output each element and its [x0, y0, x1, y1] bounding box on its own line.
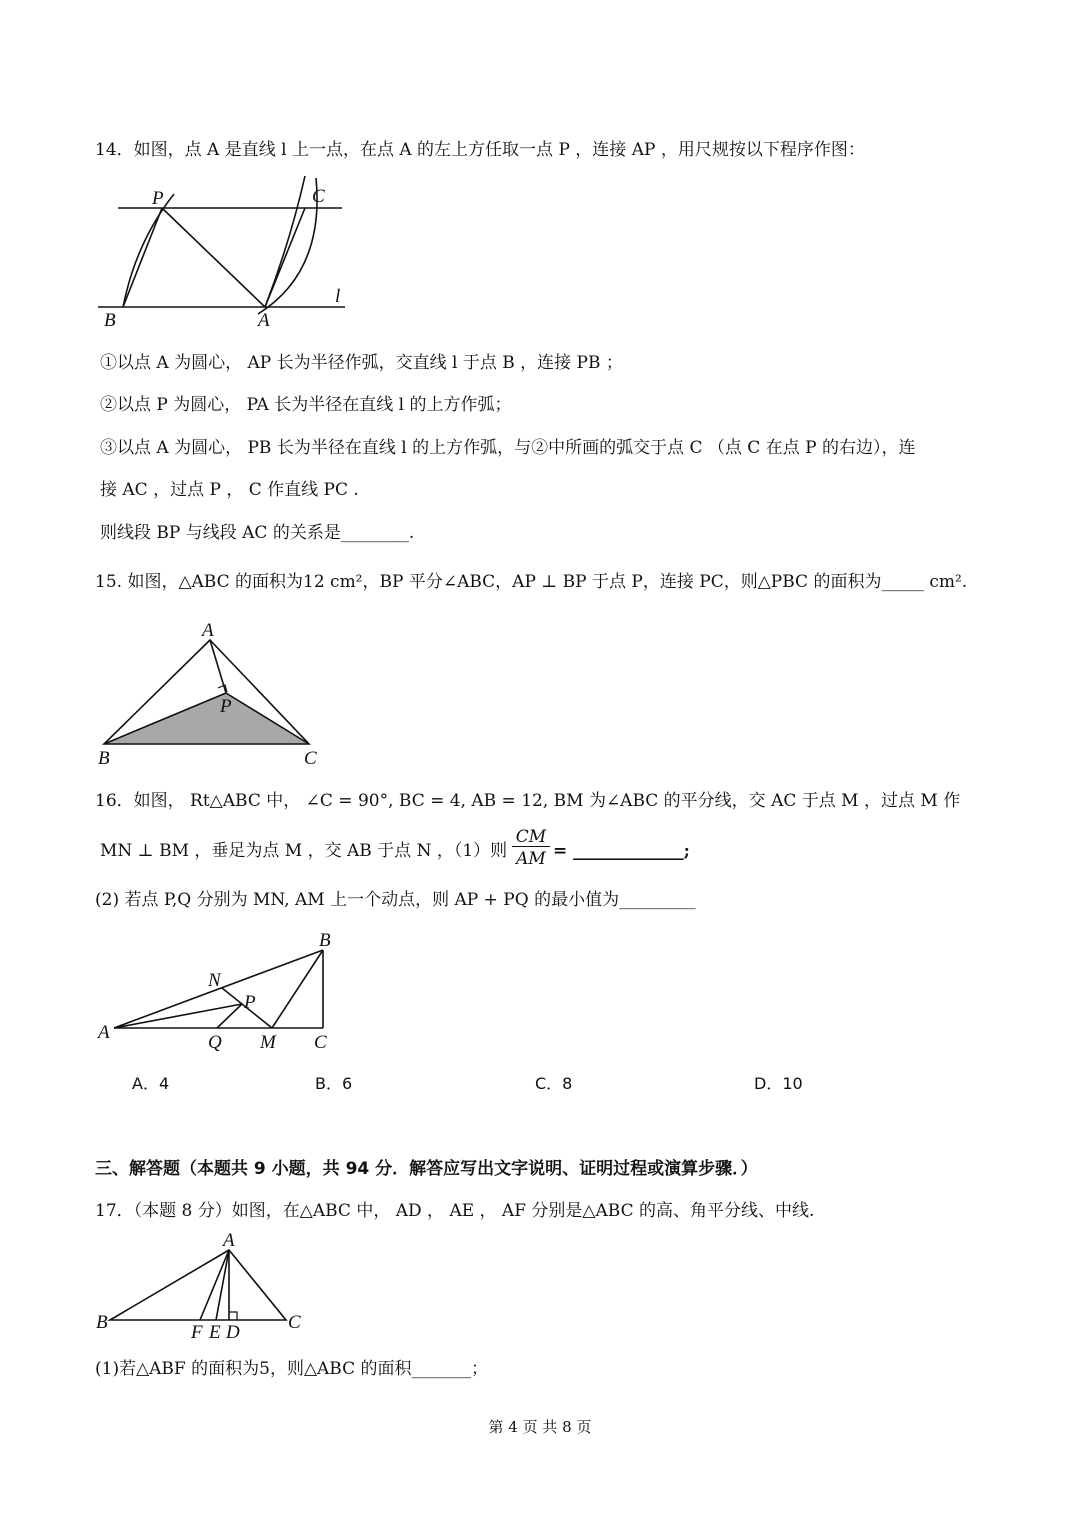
- page-footer: 第 4 页 共 8 页: [488, 1418, 592, 1436]
- label-p: P: [152, 188, 164, 209]
- q14-step3a: ③以点 A 为圆心， PB 长为半径在直线 l 的上方作弧，与②中所画的弧交于点 C （点 C 在点 P 的右边），连: [100, 438, 916, 458]
- label-c: C: [314, 1032, 327, 1053]
- q16-frac-num: CM: [512, 828, 550, 847]
- label-b: B: [96, 1312, 108, 1333]
- choice-b: B．6: [315, 1074, 353, 1093]
- q14-figure: [90, 172, 360, 332]
- q15-figure: [90, 618, 330, 770]
- q16-stem3: (2) 若点 P,Q 分别为 MN, AM 上一个动点，则 AP + PQ 的最小值为_________: [95, 890, 696, 910]
- arc-c-outer: [265, 176, 305, 307]
- label-p: P: [220, 696, 232, 717]
- label-a: A: [202, 620, 214, 641]
- arc-c-inner: [258, 178, 317, 314]
- segment-bm: [272, 950, 323, 1028]
- label-c: C: [304, 748, 317, 769]
- q14-step2: ②以点 P 为圆心， PA 长为半径在直线 l 的上方作弧；: [100, 395, 512, 415]
- label-q: Q: [208, 1032, 222, 1053]
- label-p: P: [244, 992, 256, 1013]
- label-a: A: [98, 1022, 110, 1043]
- q16-blank1: = _____________;: [553, 841, 690, 861]
- choice-d: D．10: [754, 1074, 803, 1093]
- label-n: N: [208, 970, 221, 991]
- choice-c: C．8: [535, 1074, 573, 1093]
- segment-pb: [123, 208, 162, 307]
- segment-ae: [216, 1250, 229, 1320]
- q14-step3b: 接 AC ，过点 P ， C 作直线 PC .: [100, 480, 359, 500]
- q14-step1: ①以点 A 为圆心， AP 长为半径作弧，交直线 l 于点 B ，连接 PB ；: [100, 353, 623, 373]
- label-m: M: [260, 1032, 276, 1053]
- q16-figure: [90, 928, 350, 1056]
- q17-figure: [90, 1232, 310, 1344]
- label-b: B: [98, 748, 110, 769]
- label-b: B: [104, 310, 116, 331]
- triangle-abc: [110, 1250, 286, 1320]
- q14-ask: 则线段 BP 与线段 AC 的关系是________.: [100, 523, 415, 543]
- label-f: F: [191, 1322, 203, 1343]
- segment-ap: [114, 1004, 242, 1028]
- label-l: l: [335, 286, 341, 307]
- q15-stem: 15. 如图，△ABC 的面积为12 cm²，BP 平分∠ABC，AP ⊥ BP 于点 P，连接 PC，则△PBC 的面积为_____ cm².: [95, 572, 968, 592]
- label-a: A: [223, 1232, 235, 1251]
- label-b: B: [319, 930, 331, 951]
- q14-stem: 14．如图，点 A 是直线 l 上一点，在点 A 的左上方任取一点 P ，连接 AP ，用尺规按以下程序作图：: [95, 140, 865, 160]
- label-c: C: [312, 186, 325, 207]
- q16-stem2a: MN ⊥ BM ，垂足为点 M ，交 AB 于点 N ，（1）则: [100, 841, 508, 861]
- segment-af: [200, 1250, 229, 1320]
- q17-part1: (1)若△ABF 的面积为5，则△ABC 的面积_______；: [95, 1359, 489, 1379]
- label-d: D: [226, 1322, 240, 1343]
- arc-b: [123, 194, 174, 307]
- section-3-heading: 三、解答题（本题共 9 小题，共 94 分．解答应写出文字说明、证明过程或演算步骤．）: [95, 1159, 758, 1179]
- label-e: E: [209, 1322, 221, 1343]
- q17-stem: 17．（本题 8 分）如图，在△ABC 中， AD ， AE ， AF 分别是△ABC 的高、角平分线、中线.: [95, 1201, 815, 1221]
- label-c: C: [288, 1312, 301, 1333]
- q16-stem1: 16．如图， Rt△ABC 中， ∠C = 90°, BC = 4, AB = 12, BM 为∠ABC 的平分线，交 AC 于点 M ，过点 M 作: [95, 791, 961, 811]
- segment-pa: [162, 208, 265, 307]
- choice-a: A．4: [132, 1074, 170, 1093]
- q16-frac-den: AM: [516, 849, 546, 869]
- label-a: A: [258, 310, 270, 331]
- right-angle-mark: [229, 1312, 237, 1320]
